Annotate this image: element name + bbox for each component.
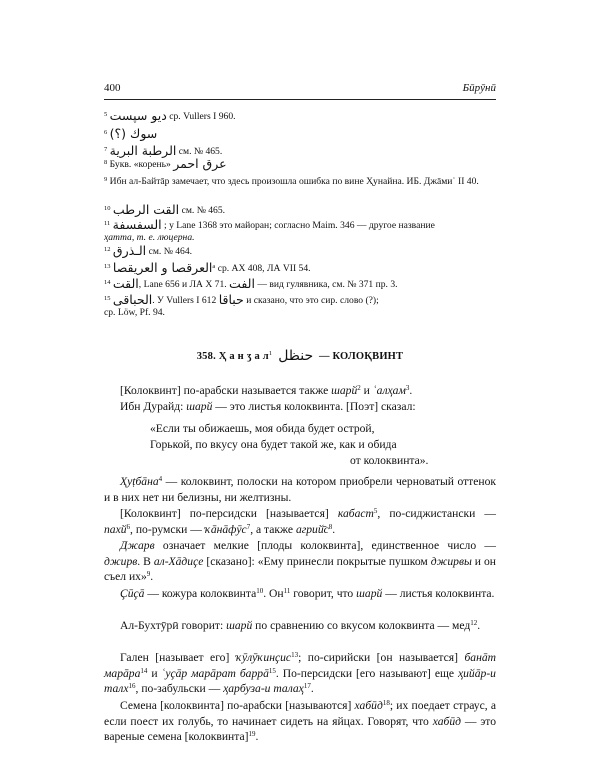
paragraph-6: Ҫӣҫā — кожура колоквинта$^{10}$. $Он^{11}$ говорит, что шарй — листья колоквинта.: [120, 587, 495, 600]
paragraph-9: Семена [колоквинта] по-арабски [называются] хабӣд$^{18}$; их поедает страус, а если поест их голубь, то начинает сидеть на яйцах. Говорят, что хабӣд — это вареные семена [колоквинта]$^{19}$.: [104, 699, 497, 744]
arabic-term: عرق احمر: [173, 156, 227, 171]
running-title: Бӣрӯнӣ: [462, 82, 496, 94]
arabic-term: الرطبة البرية: [109, 143, 177, 158]
arabic-term: القت الرطب: [112, 202, 180, 217]
paragraph-8: Гален [называет его] ҡӯлӯҡинҫис$^{13}$; по-сирийски [он называется] банāт марāра$^{14}$ и ʿуҫāр марāрат баррā$^{15}$. По-персидски [его называют] еще ҳийāр-и талх$^{16}$, по-забульски — ҳарбуза-и талаҳ$^{17}$.: [104, 651, 496, 696]
page-number: 400: [104, 82, 121, 94]
arabic-term: العرقصا و العريقصا: [112, 260, 213, 275]
footnote-10: $^{10}$ القت الرطب см. № 465.: [104, 202, 226, 217]
arabic-term: سوك (؟): [109, 126, 158, 141]
footnote-6: $^6$ سوك (؟): [104, 126, 158, 141]
arabic-term: الحباقی: [112, 292, 153, 307]
arabic-term: الفت: [229, 276, 255, 291]
running-header: [104, 82, 496, 98]
entry-heading: 358. Ҳ а н ӡ а $л^1$ حنظل — КОЛОҚВИНТ: [196, 348, 404, 364]
footnote-13: $^{13}$ العرقصا و العريقصا$^а$ ср. АХ 408, ЛА VII 54.: [104, 260, 311, 275]
paragraph-7: Ал-Бухтӯрӣ говорит: шарй по сравнению со вкусом колоквинта — мед$^{12}$.: [120, 619, 481, 632]
paragraph-5: Джарв означает мелкие [плоды колоквинта], единственное число — джирв. В ал-Хāдиҫе [сказано]: «Ему принесли покрытые пушком джирвы и он съел их»$^9$.: [104, 539, 496, 584]
verse-line-3: от колоквинта».: [350, 454, 429, 467]
footnote-11: $^{11}$ السفسفة ; у Lane 1368 это майоран; согласно Maim. 346 — другое название ҳатта, т. е. люцерна.: [104, 217, 435, 243]
arabic-term: ديو سپست: [109, 108, 167, 123]
paragraph-4: [Колоквинт] по-персидски [называется] кабаст$^5$, по-сиджистански — пахй$^6$, по-румски — ҡāнāфӯс$^7$, а также $агрий̄с^8$.: [104, 507, 496, 536]
heading-arabic: حنظل: [278, 348, 314, 364]
arabic-term: السفسفة: [112, 217, 162, 232]
header-rule: [104, 99, 496, 100]
paragraph-1: [Колоквинт] по-арабски называется также шарй$^2$ и ʿалҳам$^3$.: [120, 384, 413, 397]
footnote-9: $^9$ Ибн ал-Байтāр замечает, что здесь произошла ошибка по вине Ҳунайна. ИБ. Джāмиʿ II 40.: [104, 176, 479, 187]
footnote-8: $^8$ Букв. «корень» عرق احمر: [104, 156, 227, 171]
arabic-term: الـذرق: [112, 243, 147, 258]
paragraph-2: Ибн Дурайд: шарй — это листья колоквинта. [Поэт] сказал:: [120, 400, 416, 413]
paragraph-3: Ҳуṭбāна$^4$ — колоквинт, полоски на котором приобрели черноватый оттенок и в них нет ни белизны, ни желтизны.: [104, 475, 496, 504]
footnote-12: $^{12}$ الـذرق см. № 464.: [104, 243, 193, 258]
arabic-term: حباقا: [218, 292, 244, 307]
footnote-14: $^{14}$ القت, Lane 656 и ЛА Х 71. الفت — вид гулявника, см. № 371 пр. 3.: [104, 276, 398, 291]
footnote-7: $^7$ الرطبة البرية см. № 465.: [104, 143, 223, 158]
verse-line-2: Горькой, по вкусу она будет такой же, как и обида: [150, 438, 397, 451]
arabic-term: القت: [112, 276, 139, 291]
footnote-15: $^{15}$ الحباقی. У Vullers I 612 حباقا и сказано, что это сир. слово (?); ср. Löw, Pf. 94.: [104, 292, 379, 318]
footnote-5: $^5$ ديو سپست ср. Vullers I 960.: [104, 108, 236, 123]
verse-line-1: «Если ты обижаешь, моя обида будет острой,: [150, 422, 375, 435]
